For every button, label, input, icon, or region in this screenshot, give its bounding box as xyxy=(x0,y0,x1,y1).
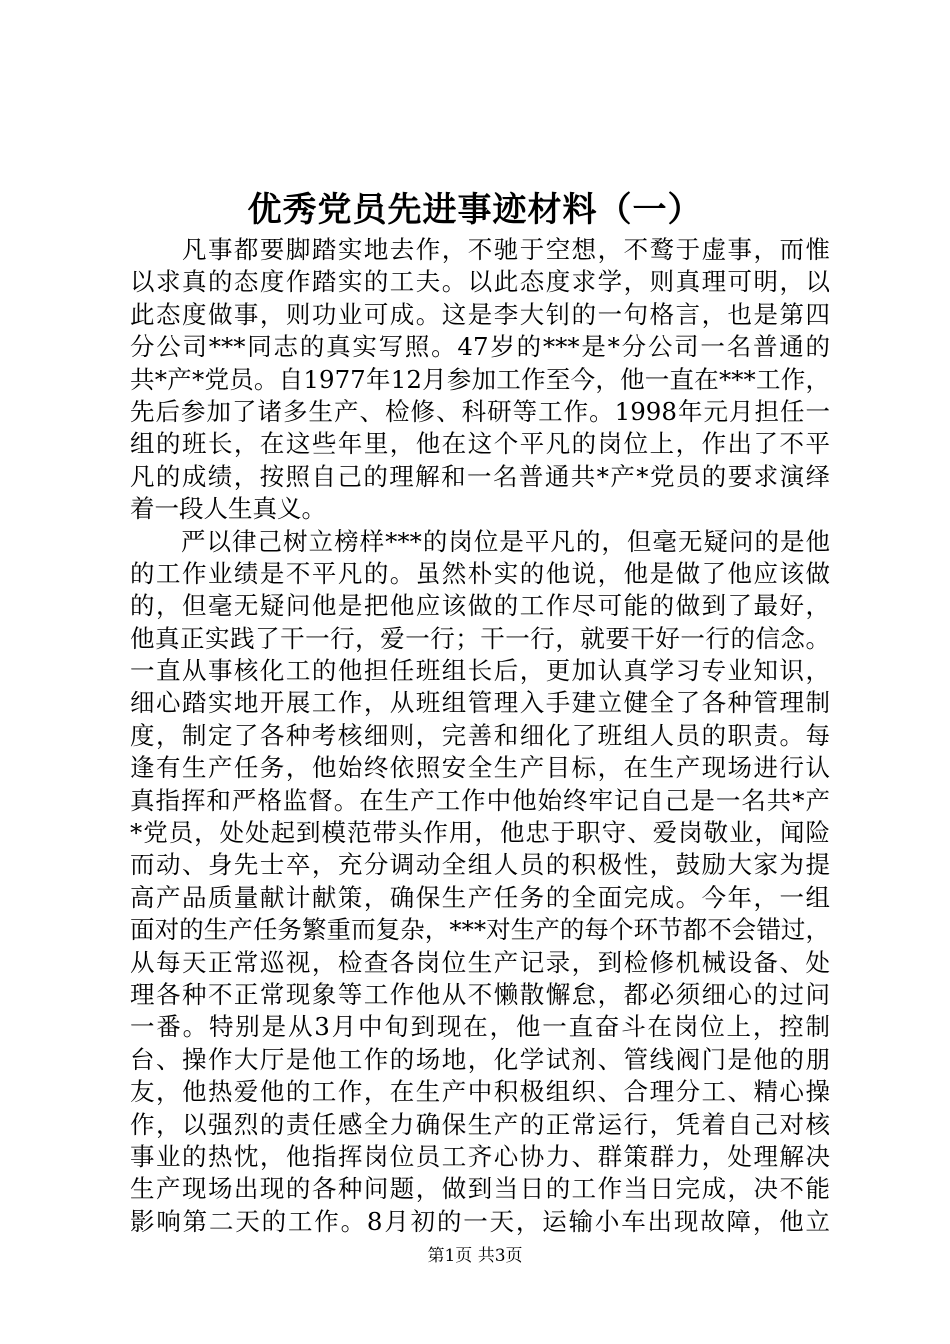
body-line: 组的班长，在这些年里，他在这个平凡的岗位上，作出了不平 xyxy=(130,429,830,459)
body-line: 生产现场出现的各种问题，做到当日的工作当日完成，决不能 xyxy=(130,1174,830,1204)
body-line: 着一段人生真义。 xyxy=(130,494,326,524)
body-line: 作，以强烈的责任感全力确保生产的正常运行，凭着自己对核 xyxy=(130,1109,830,1139)
body-line: 台、操作大厅是他工作的场地，化学试剂、管线阀门是他的朋 xyxy=(130,1044,830,1074)
body-line: 此态度做事，则功业可成。这是李大钊的一句格言，也是第四 xyxy=(130,299,830,329)
body-line: 他真正实践了干一行，爱一行；干一行，就要干好一行的信念。 xyxy=(130,623,830,653)
body-line: 度，制定了各种考核细则，完善和细化了班组人员的职责。每 xyxy=(130,720,830,750)
body-line: 一番。特别是从3月中旬到现在，他一直奋斗在岗位上，控制 xyxy=(130,1012,830,1042)
body-line: 事业的热忱，他指挥岗位员工齐心协力、群策群力，处理解决 xyxy=(130,1141,830,1171)
document-title: 优秀党员先进事迹材料（一） xyxy=(247,190,703,230)
body-line: 真指挥和严格监督。在生产工作中他始终牢记自己是一名共*产 xyxy=(130,785,830,815)
body-line: 先后参加了诸多生产、检修、科研等工作。1998年元月担任一 xyxy=(130,396,830,426)
body-line: 分公司***同志的真实写照。47岁的***是*分公司一名普通的 xyxy=(130,332,830,362)
document-body xyxy=(130,234,830,1238)
body-line: 凡的成绩，按照自己的理解和一名普通共*产*党员的要求演绎 xyxy=(130,461,830,491)
body-line: 理各种不正常现象等工作他从不懒散懈怠，都必须细心的过问 xyxy=(130,979,830,1009)
body-line: 面对的生产任务繁重而复杂，***对生产的每个环节都不会错过， xyxy=(130,915,830,945)
body-line: 而动、身先士卒，充分调动全组人员的积极性，鼓励大家为提 xyxy=(130,850,830,880)
body-line: 的，但毫无疑问他是把他应该做的工作尽可能的做到了最好， xyxy=(130,591,830,621)
body-line: 影响第二天的工作。8月初的一天，运输小车出现故障，他立 xyxy=(130,1206,830,1236)
body-line: 从每天正常巡视，检查各岗位生产记录，到检修机械设备、处 xyxy=(130,947,830,977)
body-line: 高产品质量献计献策，确保生产任务的全面完成。今年，一组 xyxy=(130,882,830,912)
body-line: 以求真的态度作踏实的工夫。以此态度求学，则真理可明，以 xyxy=(130,267,830,297)
body-line: 一直从事核化工的他担任班组长后，更加认真学习专业知识， xyxy=(130,656,830,686)
body-line: 友，他热爱他的工作，在生产中积极组织、合理分工、精心操 xyxy=(130,1077,830,1107)
body-line: 细心踏实地开展工作，从班组管理入手建立健全了各种管理制 xyxy=(130,688,830,718)
body-line: 逢有生产任务，他始终依照安全生产目标，在生产现场进行认 xyxy=(130,753,830,783)
body-line: 共*产*党员。自1977年12月参加工作至今，他一直在***工作， xyxy=(130,364,830,394)
body-line: 凡事都要脚踏实地去作，不驰于空想，不鹜于虚事，而惟 xyxy=(130,235,830,264)
body-line: 严以律己树立榜样***的岗位是平凡的，但毫无疑问的是他 xyxy=(130,526,830,556)
body-line: 的工作业绩是不平凡的。虽然朴实的他说，他是做了他应该做 xyxy=(130,558,830,588)
body-line: *党员，处处起到模范带头作用，他忠于职守、爱岗敬业，闻险 xyxy=(130,818,830,848)
page-footer: 第1页 共3页 xyxy=(427,1246,523,1266)
